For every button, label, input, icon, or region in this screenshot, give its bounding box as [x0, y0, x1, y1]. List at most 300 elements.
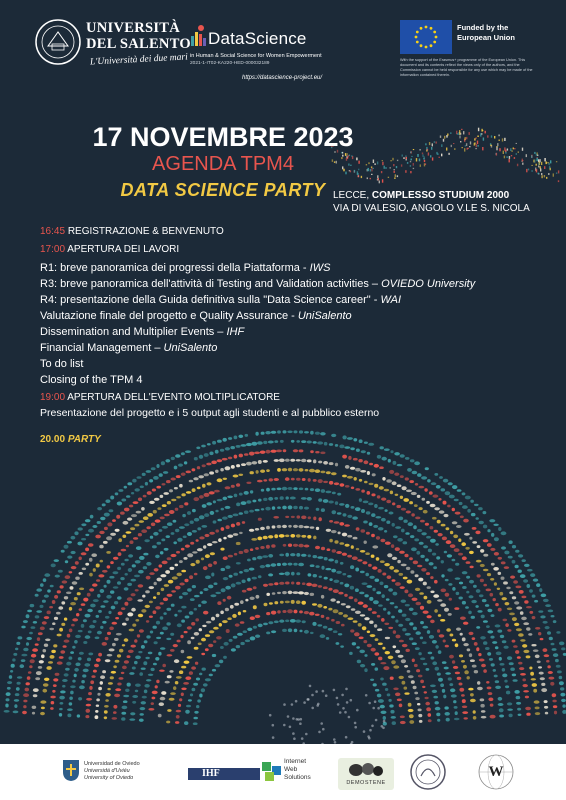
arc-dot — [321, 508, 325, 512]
arc-dot — [121, 712, 126, 715]
arc-dot — [547, 631, 551, 635]
arc-dot — [71, 566, 77, 569]
arc-dot — [457, 677, 462, 680]
arc-dot — [217, 478, 223, 482]
arc-dot — [522, 678, 526, 681]
arc-dot — [263, 536, 268, 540]
arc-dot — [194, 647, 199, 650]
arc-dot — [444, 667, 449, 670]
arc-dot — [209, 532, 215, 535]
arc-dot — [136, 546, 142, 550]
arc-dot — [474, 642, 478, 646]
arc-dot — [58, 606, 63, 610]
arc-dot — [509, 613, 515, 616]
arc-dot — [266, 526, 270, 530]
arc-dot — [160, 495, 164, 498]
arc-dot — [491, 614, 495, 617]
arc-dot — [339, 542, 344, 545]
arc-dot — [243, 630, 247, 633]
arc-dot — [403, 541, 408, 544]
arc-dot — [167, 557, 172, 560]
arc-dot — [320, 634, 326, 638]
arc-dot — [404, 554, 408, 558]
arc-dot — [539, 588, 542, 592]
arc-dot — [288, 544, 292, 547]
arc-dot — [31, 626, 36, 629]
arc-dot — [424, 691, 427, 693]
arc-dot — [334, 521, 340, 524]
arc-dot — [319, 517, 322, 521]
arc-dot — [481, 710, 486, 713]
arc-dot — [159, 702, 164, 706]
arc-dot — [559, 681, 564, 685]
arc-dot — [449, 495, 455, 499]
arc-dot — [372, 588, 375, 591]
arc-dot — [149, 479, 153, 482]
arc-dot — [519, 667, 524, 670]
arc-dot — [493, 524, 498, 526]
arc-dot — [532, 595, 536, 598]
arc-dot — [149, 601, 153, 604]
arc-dot — [245, 434, 249, 437]
arc-dot — [127, 655, 131, 658]
arc-dot — [197, 487, 201, 490]
arc-dot — [476, 589, 481, 593]
arc-dot — [44, 644, 48, 647]
arc-dot — [187, 511, 191, 515]
arc-dot — [107, 580, 111, 584]
arc-dot — [296, 600, 301, 604]
arc-dot — [109, 627, 114, 631]
venue-address: VIA DI VALESIO, ANGOLO V.LE S. NICOLA — [333, 203, 530, 214]
arc-dot — [127, 518, 132, 521]
arc-dot — [394, 452, 400, 455]
arc-dot — [438, 533, 443, 536]
arc-dot — [285, 620, 289, 623]
arc-dot — [434, 530, 438, 533]
arc-dot — [170, 567, 175, 570]
arc-dot — [293, 737, 296, 740]
arc-dot — [459, 683, 463, 686]
arc-dot — [470, 659, 475, 662]
arc-dot — [291, 600, 295, 604]
arc-dot — [49, 628, 54, 630]
arc-dot — [501, 546, 506, 549]
agenda-text: To do list — [40, 358, 84, 370]
arc-dot — [300, 718, 303, 721]
arc-dot — [419, 486, 425, 489]
arc-dot — [313, 517, 316, 521]
arc-dot — [90, 515, 94, 519]
arc-dot — [304, 526, 310, 529]
arc-dot — [171, 457, 175, 460]
arc-dot — [415, 588, 420, 591]
arc-dot — [50, 707, 54, 710]
arc-dot — [351, 545, 354, 549]
arc-dot — [40, 700, 46, 703]
arc-dot — [129, 718, 135, 720]
arc-dot — [10, 670, 13, 673]
arc-dot — [88, 692, 92, 695]
arc-dot — [166, 721, 170, 724]
arc-dot — [355, 468, 361, 472]
arc-dot — [538, 666, 542, 668]
arc-dot — [95, 715, 99, 719]
arc-dot — [157, 592, 160, 595]
arc-dot — [194, 608, 197, 611]
arc-dot — [294, 610, 298, 614]
arc-dot — [290, 497, 296, 500]
arc-dot — [244, 453, 249, 456]
arc-dot — [74, 668, 79, 672]
arc-dot — [382, 594, 385, 598]
arc-dot — [154, 498, 160, 501]
arc-dot — [283, 703, 286, 706]
arc-dot — [418, 709, 422, 712]
arc-dot — [252, 577, 257, 580]
arc-dot — [82, 568, 86, 571]
arc-dot — [545, 626, 550, 629]
arc-dot — [293, 449, 298, 452]
arc-dot — [292, 732, 295, 735]
arc-dot — [407, 580, 413, 584]
arc-dot — [57, 590, 61, 593]
arc-dot — [190, 598, 195, 601]
agenda-text: Closing of the TPM 4 — [40, 374, 143, 386]
arc-dot — [141, 529, 147, 533]
arc-dot — [414, 538, 419, 541]
arc-dot — [266, 632, 270, 635]
arc-dot — [452, 485, 457, 489]
arc-dot — [240, 642, 244, 645]
arc-dot — [313, 479, 317, 482]
arc-dot — [438, 678, 443, 682]
arc-dot — [439, 634, 445, 637]
arc-dot — [378, 699, 384, 703]
arc-dot — [264, 603, 268, 606]
arc-dot — [304, 431, 309, 433]
agenda-text: R4: presentazione della Guida definitiva sulla "Data Science career" - — [40, 294, 381, 306]
arc-dot — [145, 657, 149, 659]
list-item — [40, 358, 83, 370]
arc-dot — [384, 448, 390, 451]
arc-dot — [162, 627, 168, 631]
arc-dot — [378, 507, 384, 510]
arc-dot — [387, 611, 390, 615]
arc-dot — [140, 486, 144, 489]
arc-dot — [52, 622, 55, 625]
arc-dot — [239, 571, 243, 574]
arc-dot — [70, 586, 74, 590]
arc-dot — [438, 650, 442, 654]
arc-dot — [204, 493, 210, 497]
arc-dot — [104, 585, 107, 588]
arc-dot — [113, 711, 117, 714]
arc-dot — [153, 610, 157, 614]
arc-dot — [215, 664, 221, 667]
arc-dot — [145, 590, 150, 593]
arc-dot — [399, 676, 404, 679]
arc-dot — [230, 446, 235, 449]
arc-dot — [543, 621, 548, 624]
arc-dot — [401, 600, 406, 603]
arc-dot — [303, 701, 306, 704]
arc-dot — [207, 482, 212, 485]
arc-dot — [293, 487, 297, 490]
arc-dot — [114, 638, 119, 641]
arc-dot — [428, 713, 432, 717]
iws-line3: Solutions — [284, 774, 311, 781]
arc-dot — [196, 705, 199, 708]
arc-dot — [41, 654, 45, 658]
arc-dot — [420, 621, 424, 624]
arc-dot — [60, 702, 64, 705]
arc-dot — [18, 636, 23, 639]
arc-dot — [171, 590, 176, 592]
arc-dot — [246, 443, 252, 446]
arc-dot — [187, 626, 192, 629]
arc-dot — [338, 592, 343, 595]
arc-dot — [181, 688, 186, 691]
arc-dot — [141, 609, 146, 613]
arc-dot — [493, 567, 499, 571]
arc-dot — [95, 535, 101, 539]
arc-dot — [301, 737, 304, 740]
arc-dot — [260, 546, 264, 549]
arc-dot — [353, 537, 358, 540]
arc-dot — [205, 648, 209, 651]
arc-dot — [364, 594, 368, 597]
arc-dot — [402, 628, 406, 631]
arc-dot — [486, 681, 489, 684]
arc-dot — [251, 538, 257, 541]
arc-dot — [199, 694, 202, 698]
arc-dot — [315, 432, 320, 435]
arc-dot — [325, 491, 331, 494]
arc-dot — [547, 665, 550, 668]
arc-dot — [70, 651, 74, 654]
arc-dot — [344, 524, 350, 526]
arc-dot — [187, 656, 193, 659]
arc-dot — [478, 653, 481, 656]
arc-dot — [184, 523, 189, 526]
arc-dot — [143, 553, 148, 556]
arc-dot — [160, 632, 164, 635]
arc-dot — [227, 596, 232, 600]
arc-dot — [67, 714, 71, 718]
arc-dot — [81, 538, 86, 540]
arc-dot — [132, 695, 138, 698]
arc-dot — [453, 700, 456, 703]
arc-dot — [268, 573, 273, 576]
arc-dot — [399, 551, 405, 554]
venue-name: COMPLESSO STUDIUM 2000 — [371, 190, 510, 201]
arc-dot — [456, 525, 462, 528]
arc-dot — [441, 524, 446, 527]
arc-dot — [88, 631, 92, 634]
arc-dot — [221, 588, 226, 592]
arc-dot — [240, 600, 244, 604]
arc-dot — [480, 564, 485, 567]
arc-dot — [349, 596, 354, 599]
arc-dot — [291, 516, 295, 518]
arc-dot — [147, 513, 153, 517]
arc-dot — [385, 509, 388, 512]
arc-dot — [433, 594, 439, 598]
arc-dot — [174, 614, 177, 617]
arc-dot — [219, 660, 223, 664]
arc-dot — [100, 626, 103, 629]
arc-dot — [15, 648, 18, 651]
arc-dot — [159, 564, 163, 567]
arc-dot — [261, 508, 264, 510]
arc-dot — [305, 469, 309, 471]
arc-dot — [380, 678, 384, 681]
arc-dot — [166, 608, 171, 611]
arc-dot — [335, 444, 338, 447]
arc-dot — [188, 699, 192, 701]
arc-dot — [148, 674, 153, 676]
arc-dot — [98, 653, 102, 657]
arc-dot — [155, 606, 161, 609]
arc-dot — [153, 476, 159, 480]
arc-dot — [383, 608, 386, 611]
arc-dot — [499, 657, 502, 661]
arc-dot — [106, 551, 111, 554]
arc-dot — [548, 610, 554, 613]
arc-dot — [249, 510, 254, 513]
arc-dot — [114, 694, 120, 698]
arc-dot — [328, 628, 333, 631]
arc-dot — [462, 586, 467, 589]
arc-dot — [557, 670, 562, 673]
arc-dot — [126, 495, 130, 498]
arc-dot — [364, 460, 369, 464]
arc-dot — [66, 592, 71, 595]
arc-dot — [64, 545, 69, 549]
arc-dot — [85, 519, 91, 522]
arc-dot — [462, 699, 466, 703]
arc-dot — [452, 559, 456, 562]
arc-dot — [139, 556, 145, 560]
arc-dot — [228, 457, 232, 460]
arc-dot — [240, 621, 245, 624]
arc-dot — [228, 437, 232, 440]
arc-dot — [498, 527, 501, 531]
arc-dot — [378, 527, 384, 530]
arc-dot — [266, 488, 270, 492]
arc-dot — [401, 508, 406, 511]
arc-dot — [466, 591, 469, 594]
agenda-org: UniSalento — [163, 342, 218, 354]
arc-dot — [483, 669, 487, 673]
arc-dot — [308, 516, 311, 519]
arc-dot — [433, 696, 438, 699]
arc-dot — [158, 652, 161, 656]
arc-dot — [481, 716, 487, 719]
arc-dot — [368, 564, 372, 567]
arc-dot — [415, 574, 419, 577]
arc-dot — [51, 701, 55, 704]
arc-dot — [174, 487, 178, 489]
arc-dot — [199, 673, 202, 676]
arc-dot — [402, 486, 407, 490]
arc-dot — [404, 590, 408, 594]
arc-dot — [345, 544, 350, 547]
arc-dot — [220, 548, 224, 551]
arc-dot — [23, 620, 28, 623]
arc-dot — [434, 580, 438, 584]
arc-dot — [445, 593, 450, 597]
seal-logo — [408, 752, 448, 792]
arc-dot — [419, 542, 424, 545]
arc-dot — [514, 601, 519, 604]
arc-dot — [324, 577, 328, 580]
arc-dot — [69, 702, 73, 705]
arc-dot — [100, 681, 103, 685]
arc-dot — [328, 559, 334, 562]
arc-dot — [202, 464, 206, 467]
arc-dot — [410, 535, 414, 538]
arc-dot — [290, 619, 296, 623]
arc-dot — [504, 646, 509, 649]
arc-dot — [452, 660, 455, 664]
arc-dot — [430, 620, 435, 624]
datascience-logo — [190, 24, 360, 86]
arc-dot — [102, 621, 106, 624]
arc-dot — [464, 533, 470, 536]
arc-dot — [203, 588, 208, 591]
arc-dot — [403, 498, 409, 502]
arc-dot — [447, 505, 451, 508]
arc-dot — [229, 639, 233, 642]
arc-dot — [329, 443, 333, 446]
arc-dot — [222, 517, 228, 520]
arc-dot — [425, 697, 429, 699]
arc-dot — [105, 616, 110, 619]
arc-dot — [510, 576, 515, 579]
arc-dot — [351, 506, 355, 509]
project-url[interactable]: https://datascience-project.eu/ — [242, 75, 323, 81]
arc-dot — [472, 637, 476, 640]
arc-dot — [355, 611, 361, 614]
arc-dot — [374, 504, 378, 508]
arc-dot — [396, 505, 401, 508]
arc-dot — [486, 625, 490, 628]
arc-dot — [257, 556, 263, 560]
arc-dot — [533, 689, 537, 693]
arc-dot — [409, 480, 414, 483]
arc-dot — [353, 438, 357, 441]
arc-dot — [419, 720, 423, 723]
arc-dot — [122, 706, 128, 710]
arc-dot — [360, 571, 365, 574]
arc-dot — [366, 511, 371, 514]
arc-dot — [77, 714, 80, 717]
arc-dot — [333, 609, 339, 613]
arc-dot — [190, 542, 194, 545]
arc-dot — [112, 519, 116, 522]
arc-dot — [225, 506, 231, 509]
arc-dot — [258, 460, 262, 464]
arc-dot — [201, 525, 207, 528]
arc-dot — [160, 574, 166, 577]
arc-dot — [339, 711, 342, 714]
arc-dot — [537, 661, 541, 664]
arc-dot — [560, 687, 564, 690]
arc-dot — [494, 537, 499, 541]
arc-dot — [466, 576, 470, 579]
